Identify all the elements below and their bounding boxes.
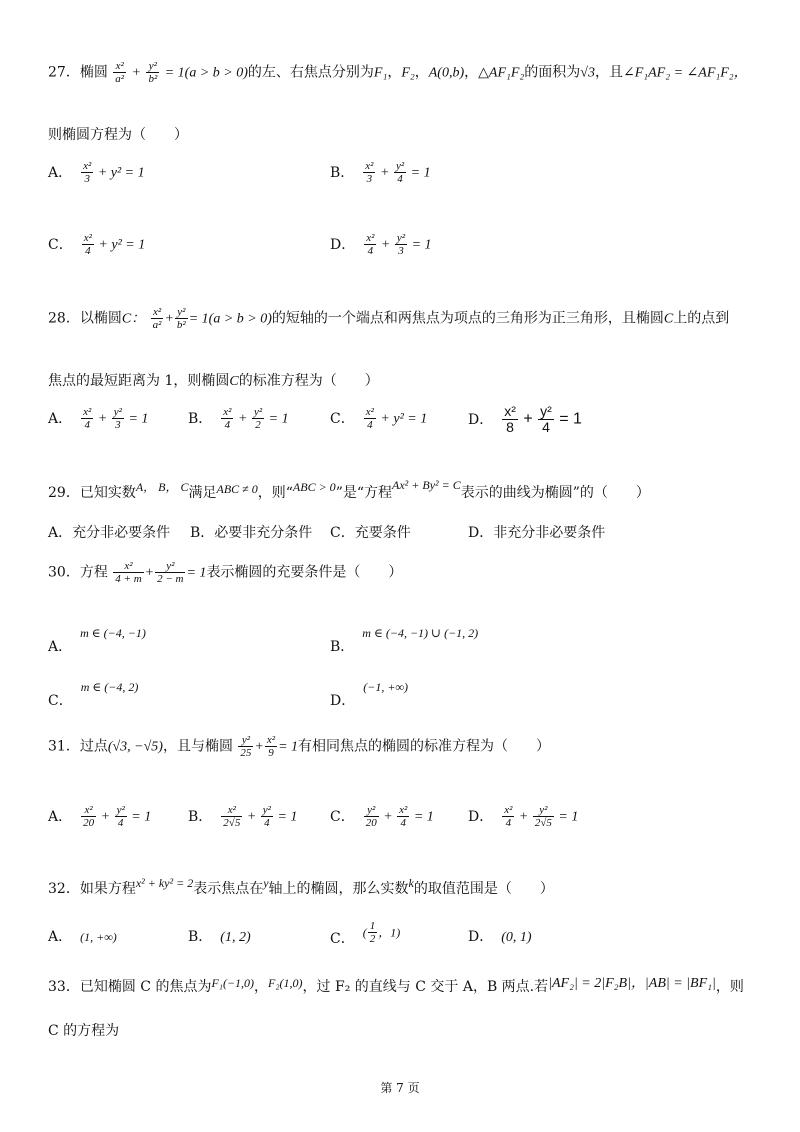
question-33-line2: C 的方程为	[48, 1023, 120, 1039]
question-28: 28．以椭圆C： $\frac{\text{x²}}{\text{a²}}$ + $\frac{\text{y²}}{\text{b²}}$ = 1(a > b > 0)的短轴的一个端点和两焦点为项点的三角形为正三角形，且椭圆C上的点到	[48, 306, 730, 331]
q28-option-c[interactable]: C． $\frac{\text{x²}}{4}$ + y² = 1	[330, 406, 428, 431]
question-27: 27．椭圆 $\frac{\text{x²}}{\text{a²}}$ + $\frac{\text{y²}}{\text{b²}}$ = 1(a > b > 0)的左、右焦点分别为F₁，F₂，A(0,b)，△AF₁F₂的面积为√3，且∠F₁AF₂ = ∠AF₁F₂，	[48, 60, 748, 85]
question-30: 30．方程 $\frac{\text{x²}}{4 + m}$ + $\frac{\text{y²}}{2 - m}$ = 1表示椭圆的充要条件是（ ）	[48, 560, 403, 585]
question-32: 32．如果方程x² + ky² = 2表示焦点在y轴上的椭圆，那么实数k的取值范围是（ ）	[48, 876, 554, 897]
q32-option-a[interactable]: A． (1, +∞)	[48, 929, 117, 945]
question-27-line2: 则椭圆方程为（ ）	[48, 127, 188, 143]
q31-option-d[interactable]: D． $\frac{\text{x²}}{4}$ + $\frac{\text{y²}}{2√5}$ = 1	[468, 804, 579, 829]
question-28-line2: 焦点的最短距离为 1，则椭圆C的标准方程为（ ）	[48, 373, 379, 389]
q31-option-c[interactable]: C． $\frac{\text{y²}}{20}$ + $\frac{\text{x²}}{4}$ = 1	[330, 804, 434, 829]
page-number: 第 7 页	[380, 1081, 420, 1095]
q29-option-b[interactable]: B．必要非充分条件	[190, 525, 313, 541]
q27-option-c[interactable]: C． $\frac{\text{x²}}{4}$ + y² = 1	[48, 232, 146, 257]
q32-option-c[interactable]: C． ( $\frac{1}{2}$ ，1)	[330, 920, 401, 947]
q30-option-b[interactable]: B．m ∈ (−4, −1) ∪ (−1, 2)	[330, 626, 479, 655]
q31-option-a[interactable]: A． $\frac{\text{x²}}{20}$ + $\frac{\text{y²}}{4}$ = 1	[48, 804, 152, 829]
q30-option-d[interactable]: D．(−1, +∞)	[330, 680, 408, 709]
q29-option-d[interactable]: D．非充分非必要条件	[468, 525, 606, 541]
q30-option-c[interactable]: C．m ∈ (−4, 2)	[48, 680, 139, 709]
q29-option-a[interactable]: A．充分非必要条件	[48, 525, 171, 541]
q29-option-c[interactable]: C．充要条件	[330, 525, 411, 541]
question-33: 33．已知椭圆 C 的焦点为F₁(−1,0)，F₂(1,0)，过 F₂ 的直线与 C 交于 A，B 两点.若|AF₂| = 2|F₂B|，|AB| = |BF₁|，则	[48, 976, 744, 995]
q28-option-d[interactable]: D． $\frac{\text{x²}}{8}$ + $\frac{\text{y²}}{4}$ = 1	[468, 403, 582, 435]
fraction: $\frac{\text{x²}}{\text{a²}}$	[115, 60, 125, 85]
q27-option-a[interactable]: A． $\frac{\text{x²}}{3}$ + y² = 1	[48, 160, 145, 185]
question-29: 29．已知实数A， B， C满足ABC ≠ 0，则“ABC > 0”是“方程Ax² + By² = C表示的曲线为椭圆”的（ ）	[48, 478, 650, 501]
q30-option-a[interactable]: A．m ∈ (−4, −1)	[48, 626, 146, 655]
q27-option-b[interactable]: B． $\frac{\text{x²}}{3}$ + $\frac{\text{y²}}{4}$ = 1	[330, 160, 431, 185]
fraction: $\frac{\text{y²}}{\text{b²}}$	[148, 60, 158, 85]
q31-option-b[interactable]: B． $\frac{\text{x²}}{2√5}$ + $\frac{\text{y²}}{4}$ = 1	[188, 804, 298, 829]
q28-option-a[interactable]: A． $\frac{\text{x²}}{4}$ + $\frac{\text{y²}}{3}$ = 1	[48, 406, 149, 431]
q27-option-d[interactable]: D． $\frac{\text{x²}}{4}$ + $\frac{\text{y²}}{3}$ = 1	[330, 232, 432, 257]
q28-option-b[interactable]: B． $\frac{\text{x²}}{4}$ + $\frac{\text{y²}}{2}$ = 1	[188, 406, 289, 431]
q32-option-d[interactable]: D． (0, 1)	[468, 929, 532, 945]
question-31: 31．过点(√3, −√5)，且与椭圆 $\frac{\text{y²}}{25}$ + $\frac{\text{x²}}{9}$ = 1有相同焦点的椭圆的标准方程为（ ）	[48, 734, 551, 759]
q32-option-b[interactable]: B． (1, 2)	[188, 929, 251, 945]
